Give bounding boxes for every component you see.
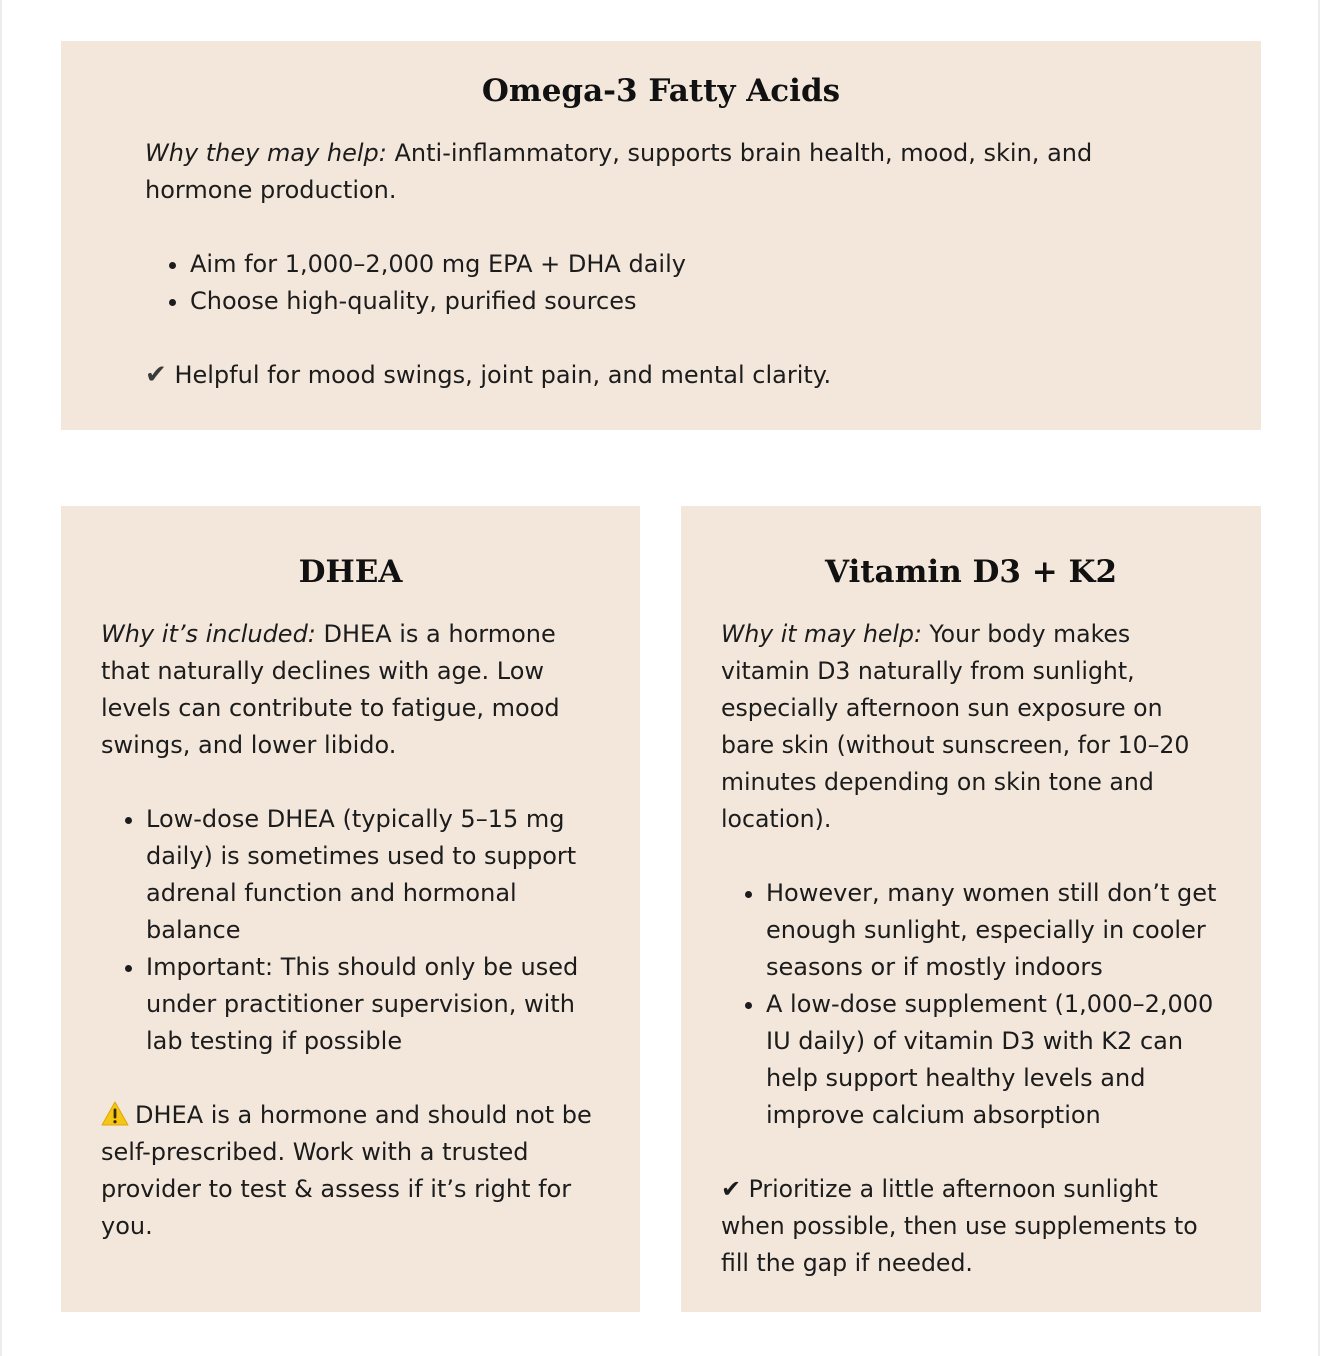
vitd-why-label: Why it may help: bbox=[721, 620, 922, 648]
vitd-why-text: Your body makes vitamin D3 naturally from sunlight, especially afternoon sun exposure on bare skin (without sunscreen, for 10–20 minutes depending on skin tone and location). bbox=[721, 620, 1190, 833]
vitd-bullet-list bbox=[721, 875, 1221, 1134]
list-item: • Low-dose DHEA (typically 5–15 mg daily) is sometimes used to support adrenal function and hormonal balance bbox=[146, 801, 600, 949]
vitd-title: Vitamin D3 + K2 bbox=[824, 554, 1118, 590]
vitd-why bbox=[721, 616, 1221, 838]
omega3-note-text: Helpful for mood swings, joint pain, and mental clarity. bbox=[174, 361, 832, 389]
list-item: • Important: This should only be used under practitioner supervision, with lab testing if possible bbox=[146, 949, 600, 1060]
omega3-bullet-list bbox=[145, 246, 1177, 320]
dhea-bullet-list bbox=[101, 801, 600, 1060]
dhea-card bbox=[61, 506, 640, 1312]
dhea-why-label: Why it’s included: bbox=[101, 620, 316, 648]
page-edge-left bbox=[0, 0, 2, 1356]
dhea-why-text: DHEA is a hormone that naturally declines with age. Low levels can contribute to fatigue, mood swings, and lower libido. bbox=[101, 620, 560, 759]
list-item: • Aim for 1,000–2,000 mg EPA + DHA daily bbox=[190, 246, 1177, 283]
list-item: • Choose high-quality, purified sources bbox=[190, 283, 1177, 320]
check-mark-icon: ✔ bbox=[721, 1175, 742, 1203]
vitd-note-text: Prioritize a little afternoon sunlight when possible, then use supplements to fill the gap if needed. bbox=[721, 1175, 1198, 1277]
vitd-note bbox=[721, 1171, 1221, 1282]
omega3-why-text: Anti-inflammatory, supports brain health, mood, skin, and hormone production. bbox=[145, 139, 1093, 204]
omega3-card bbox=[61, 41, 1261, 430]
vitamin-d3-k2-card bbox=[681, 506, 1261, 1312]
list-item: • However, many women still don’t get enough sunlight, especially in cooler seasons or if mostly indoors bbox=[766, 875, 1221, 986]
omega3-why-label: Why they may help: bbox=[145, 139, 387, 167]
omega3-title: Omega-3 Fatty Acids bbox=[481, 73, 841, 109]
dhea-note-text: DHEA is a hormone and should not be self-prescribed. Work with a trusted provider to test & assess if it’s right for you. bbox=[101, 1101, 592, 1240]
omega3-note bbox=[145, 357, 1177, 394]
check-mark-icon: ✔ bbox=[145, 360, 167, 390]
dhea-note bbox=[101, 1097, 600, 1245]
dhea-why bbox=[101, 616, 600, 764]
dhea-title: DHEA bbox=[298, 554, 403, 590]
warning-icon bbox=[101, 1101, 129, 1126]
omega3-why bbox=[145, 135, 1177, 209]
list-item: • A low-dose supplement (1,000–2,000 IU daily) of vitamin D3 with K2 can help support healthy levels and improve calcium absorption bbox=[766, 986, 1221, 1134]
